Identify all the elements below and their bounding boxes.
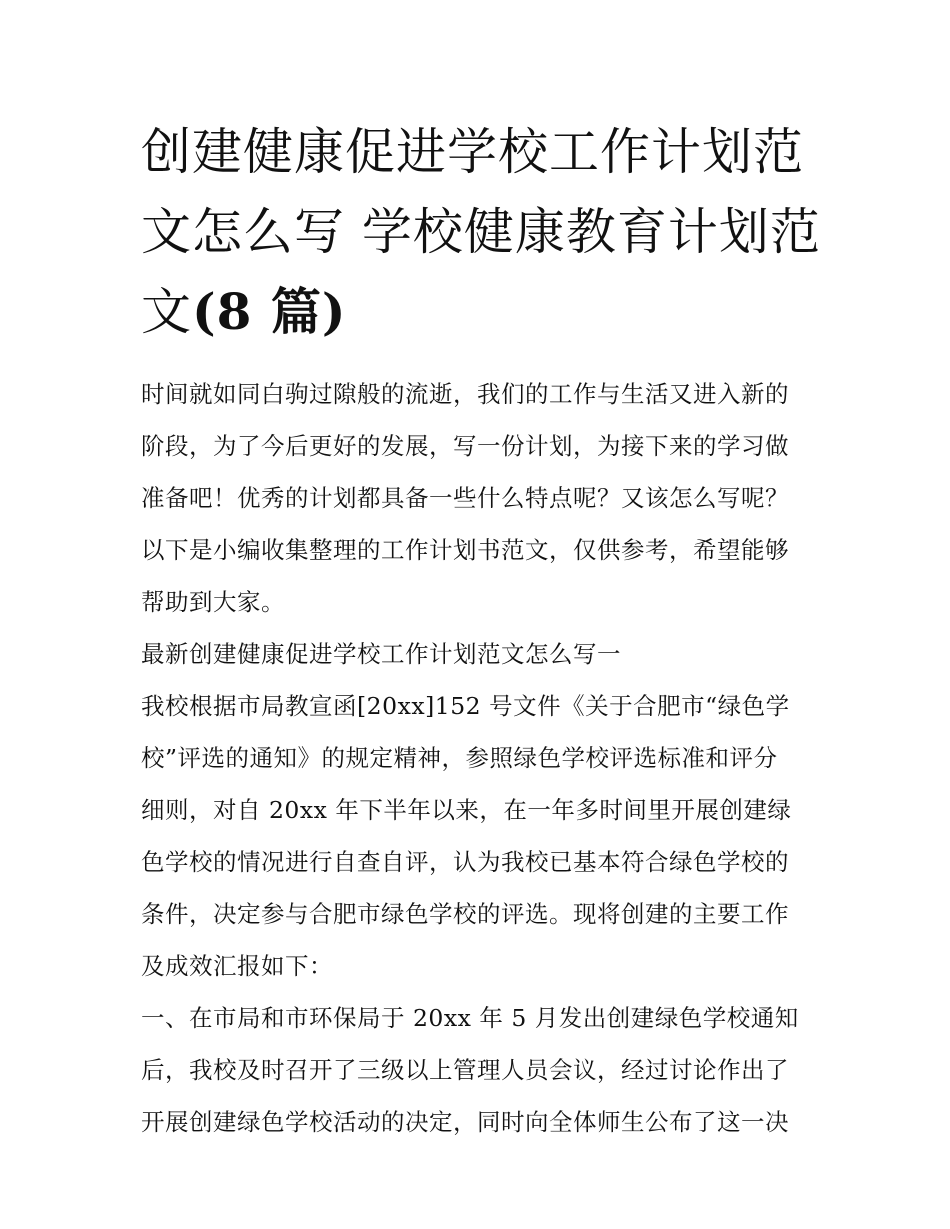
body-paragraph bbox=[141, 680, 813, 992]
title-count-number: (8 bbox=[192, 282, 253, 341]
text-line: 以下是小编收集整理的工作计划书范文，仅供参考，希望能够 bbox=[141, 536, 789, 564]
text-line: 校”评选的通知》的规定精神，参照绿色学校评选标准和评分 bbox=[141, 744, 778, 772]
text-line: 条件，决定参与合肥市绿色学校的评选。现将创建的主要工作 bbox=[141, 900, 789, 928]
text-line: 准备吧！优秀的计划都具备一些什么特点呢？又该怎么写呢？ bbox=[141, 484, 789, 512]
title-line-2: 文怎么写 学校健康教育计划范 bbox=[141, 203, 821, 261]
text-line: 阶段，为了今后更好的发展，写一份计划，为接下来的学习做 bbox=[141, 432, 789, 460]
intro-paragraph bbox=[141, 368, 813, 628]
title-line-3 bbox=[141, 272, 813, 352]
document-content bbox=[141, 112, 821, 1148]
text-line: 及成效汇报如下： bbox=[141, 952, 333, 980]
title-line-3-text: 文 bbox=[141, 283, 192, 341]
text-line: 一、在市局和市环保局于 20xx 年 5 月发出创建绿色学校通知 bbox=[141, 1004, 799, 1032]
body-paragraph bbox=[141, 992, 813, 1148]
document-title bbox=[141, 112, 821, 352]
text-line: 最新创建健康促进学校工作计划范文怎么写一 bbox=[141, 640, 621, 668]
text-line: 时间就如同白驹过隙般的流逝，我们的工作与生活又进入新的 bbox=[141, 380, 789, 408]
document-body bbox=[141, 368, 813, 1148]
title-count-unit: 篇) bbox=[252, 282, 347, 341]
title-line-1: 创建健康促进学校工作计划范 bbox=[141, 123, 804, 181]
text-line: 后，我校及时召开了三级以上管理人员会议，经过讨论作出了 bbox=[141, 1056, 789, 1084]
text-line: 色学校的情况进行自查自评，认为我校已基本符合绿色学校的 bbox=[141, 848, 789, 876]
section-heading bbox=[141, 628, 813, 680]
text-line: 我校根据市局教宣函[20xx]152 号文件《关于合肥市“绿色学 bbox=[141, 692, 790, 720]
text-line: 开展创建绿色学校活动的决定，同时向全体师生公布了这一决 bbox=[141, 1108, 789, 1136]
text-line: 帮助到大家。 bbox=[141, 588, 285, 616]
text-line: 细则，对自 20xx 年下半年以来，在一年多时间里开展创建绿 bbox=[141, 796, 792, 824]
